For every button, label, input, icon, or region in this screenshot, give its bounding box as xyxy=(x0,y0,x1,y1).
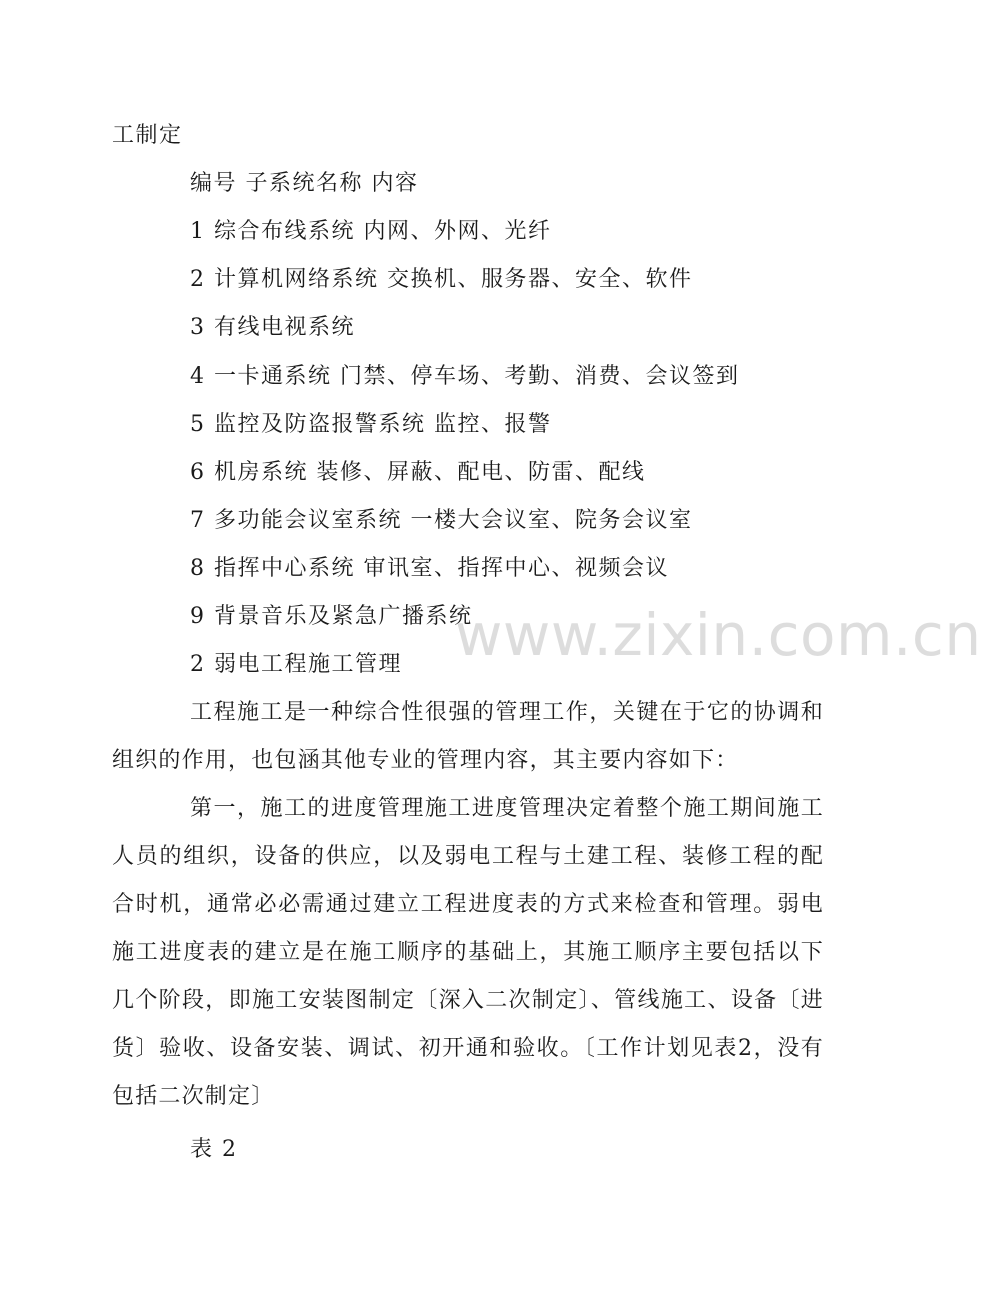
subsystem-item-9: 9 背景音乐及紧急广播系统 xyxy=(190,604,473,629)
top-heading: 工制定 xyxy=(112,123,183,148)
table-caption: 表 2 xyxy=(190,1137,238,1162)
watermark-text: www.zixin.com.cn xyxy=(455,601,982,669)
subsystem-item-3: 3 有线电视系统 xyxy=(190,315,355,340)
subsystem-item-1: 1 综合布线系统 内网、外网、光纤 xyxy=(190,219,552,244)
subsystem-item-6: 6 机房系统 装修、屏蔽、配电、防雷、配线 xyxy=(190,460,646,485)
subsystem-item-7: 7 多功能会议室系统 一楼大会议室、院务会议室 xyxy=(190,508,693,533)
section-heading: 2 弱电工程施工管理 xyxy=(190,652,402,677)
subsystem-item-5: 5 监控及防盗报警系统 监控、报警 xyxy=(190,412,552,437)
table-header: 编号 子系统名称 内容 xyxy=(190,171,419,196)
subsystem-item-2: 2 计算机网络系统 交换机、服务器、安全、软件 xyxy=(190,267,693,292)
intro-paragraph: 工程施工是一种综合性很强的管理工作，关键在于它的协调和组织的作用，也包涵其他专业的管理内容，其主要内容如下： xyxy=(112,700,824,773)
subsystem-item-8: 8 指挥中心系统 审讯室、指挥中心、视频会议 xyxy=(190,556,669,581)
schedule-paragraph: 第一，施工的进度管理施工进度管理决定着整个施工期间施工人员的组织，设备的供应，以及弱电工程与土建工程、装修工程的配合时机，通常必必需通过建立工程进度表的方式来检查和管理。弱电施工进度表的建立是在施工顺序的基础上，其施工顺序主要包括以下几个阶段，即施工安装图制定〔深入二次制定〕、管线施工、设备〔进货〕验收、设备安装、调试、初开通和验收。〔工作计划见表2，没有包括二次制定〕 xyxy=(112,796,824,1109)
subsystem-item-4: 4 一卡通系统 门禁、停车场、考勤、消费、会议签到 xyxy=(190,364,740,389)
